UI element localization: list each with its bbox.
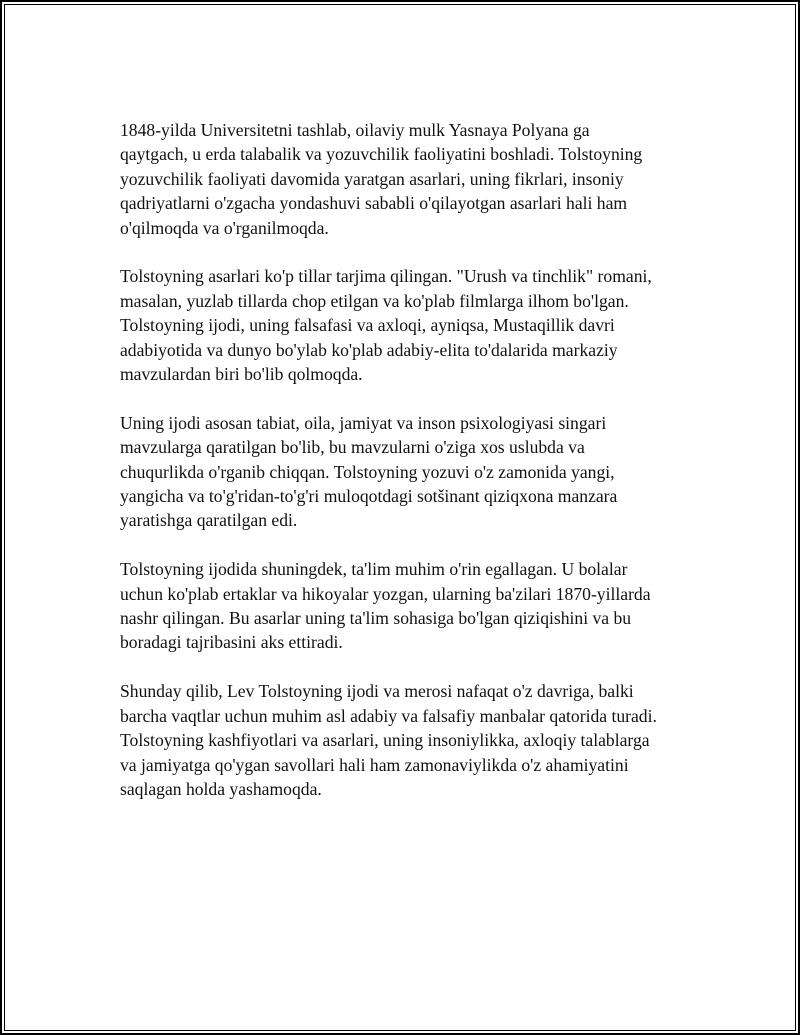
text-line: yangicha va to'g'ridan-to'g'ri muloqotdagi sotšinant qiziqxona manzara bbox=[120, 486, 618, 507]
text-line: qaytgach, u erda talabalik va yozuvchilik faoliyatini boshladi. Tolstoyning bbox=[120, 144, 643, 165]
text-line: Shunday qilib, Lev Tolstoyning ijodi va merosi nafaqat o'z davriga, balki bbox=[120, 681, 634, 702]
text-line: Tolstoyning ijodida shuningdek, ta'lim muhim o'rin egallagan. U bolalar bbox=[120, 559, 628, 580]
text-line: Tolstoyning kashfiyotlari va asarlari, uning insoniylikka, axloqiy talablarga bbox=[120, 730, 650, 751]
text-line: yozuvchilik faoliyati davomida yaratgan asarlari, uning fikrlari, insoniy bbox=[120, 168, 624, 189]
paragraph-2 bbox=[120, 264, 720, 386]
paragraph-3 bbox=[120, 411, 720, 533]
text-line: mavzulardan biri bo'lib qolmoqda. bbox=[120, 364, 363, 385]
text-line: masalan, yuzlab tillarda chop etilgan va ko'plab filmlarga ilhom bo'lgan. bbox=[120, 290, 629, 311]
text-line: nashr qilingan. Bu asarlar uning ta'lim sohasiga bo'lgan qiziqishini va bu bbox=[120, 608, 632, 629]
text-line: Tolstoyning ijodi, uning falsafasi va axloqi, ayniqsa, Mustaqillik davri bbox=[120, 315, 615, 336]
text-line: yaratishga qaratilgan edi. bbox=[120, 510, 298, 531]
paragraph-4 bbox=[120, 557, 720, 655]
text-line: saqlagan holda yashamoqda. bbox=[120, 778, 322, 799]
paragraph-1 bbox=[120, 118, 720, 240]
text-line: Uning ijodi asosan tabiat, oila, jamiyat va inson psixologiyasi singari bbox=[120, 412, 607, 433]
text-line: adabiyotida va dunyo bo'ylab ko'plab adabiy-elita to'dalarida markaziy bbox=[120, 339, 618, 360]
text-line: Tolstoyning asarlari ko'p tillar tarjima qilingan. "Urush va tinchlik" romani, bbox=[120, 266, 652, 287]
text-line: mavzularga qaratilgan bo'lib, bu mavzularni o'ziga xos uslubda va bbox=[120, 437, 585, 458]
document-body bbox=[120, 118, 720, 826]
text-line: o'qilmoqda va o'rganilmoqda. bbox=[120, 217, 329, 238]
text-line: barcha vaqtlar uchun muhim asl adabiy va falsafiy manbalar qatorida turadi. bbox=[120, 705, 657, 726]
text-line: boradagi tajribasini aks ettiradi. bbox=[120, 632, 343, 653]
paragraph-5 bbox=[120, 679, 720, 801]
text-line: qadriyatlarni o'zgacha yondashuvi sababli o'qilayotgan asarlari hali ham bbox=[120, 193, 628, 214]
text-line: uchun ko'plab ertaklar va hikoyalar yozgan, ularning ba'zilari 1870-yillarda bbox=[120, 583, 651, 604]
text-line: va jamiyatga qo'ygan savollari hali ham zamonaviylikda o'z ahamiyatini bbox=[120, 754, 629, 775]
text-line: chuqurlikda o'rganib chiqqan. Tolstoyning yozuvi o'z zamonida yangi, bbox=[120, 461, 615, 482]
text-line: 1848-yilda Universitetni tashlab, oilaviy mulk Yasnaya Polyana ga bbox=[120, 120, 590, 140]
